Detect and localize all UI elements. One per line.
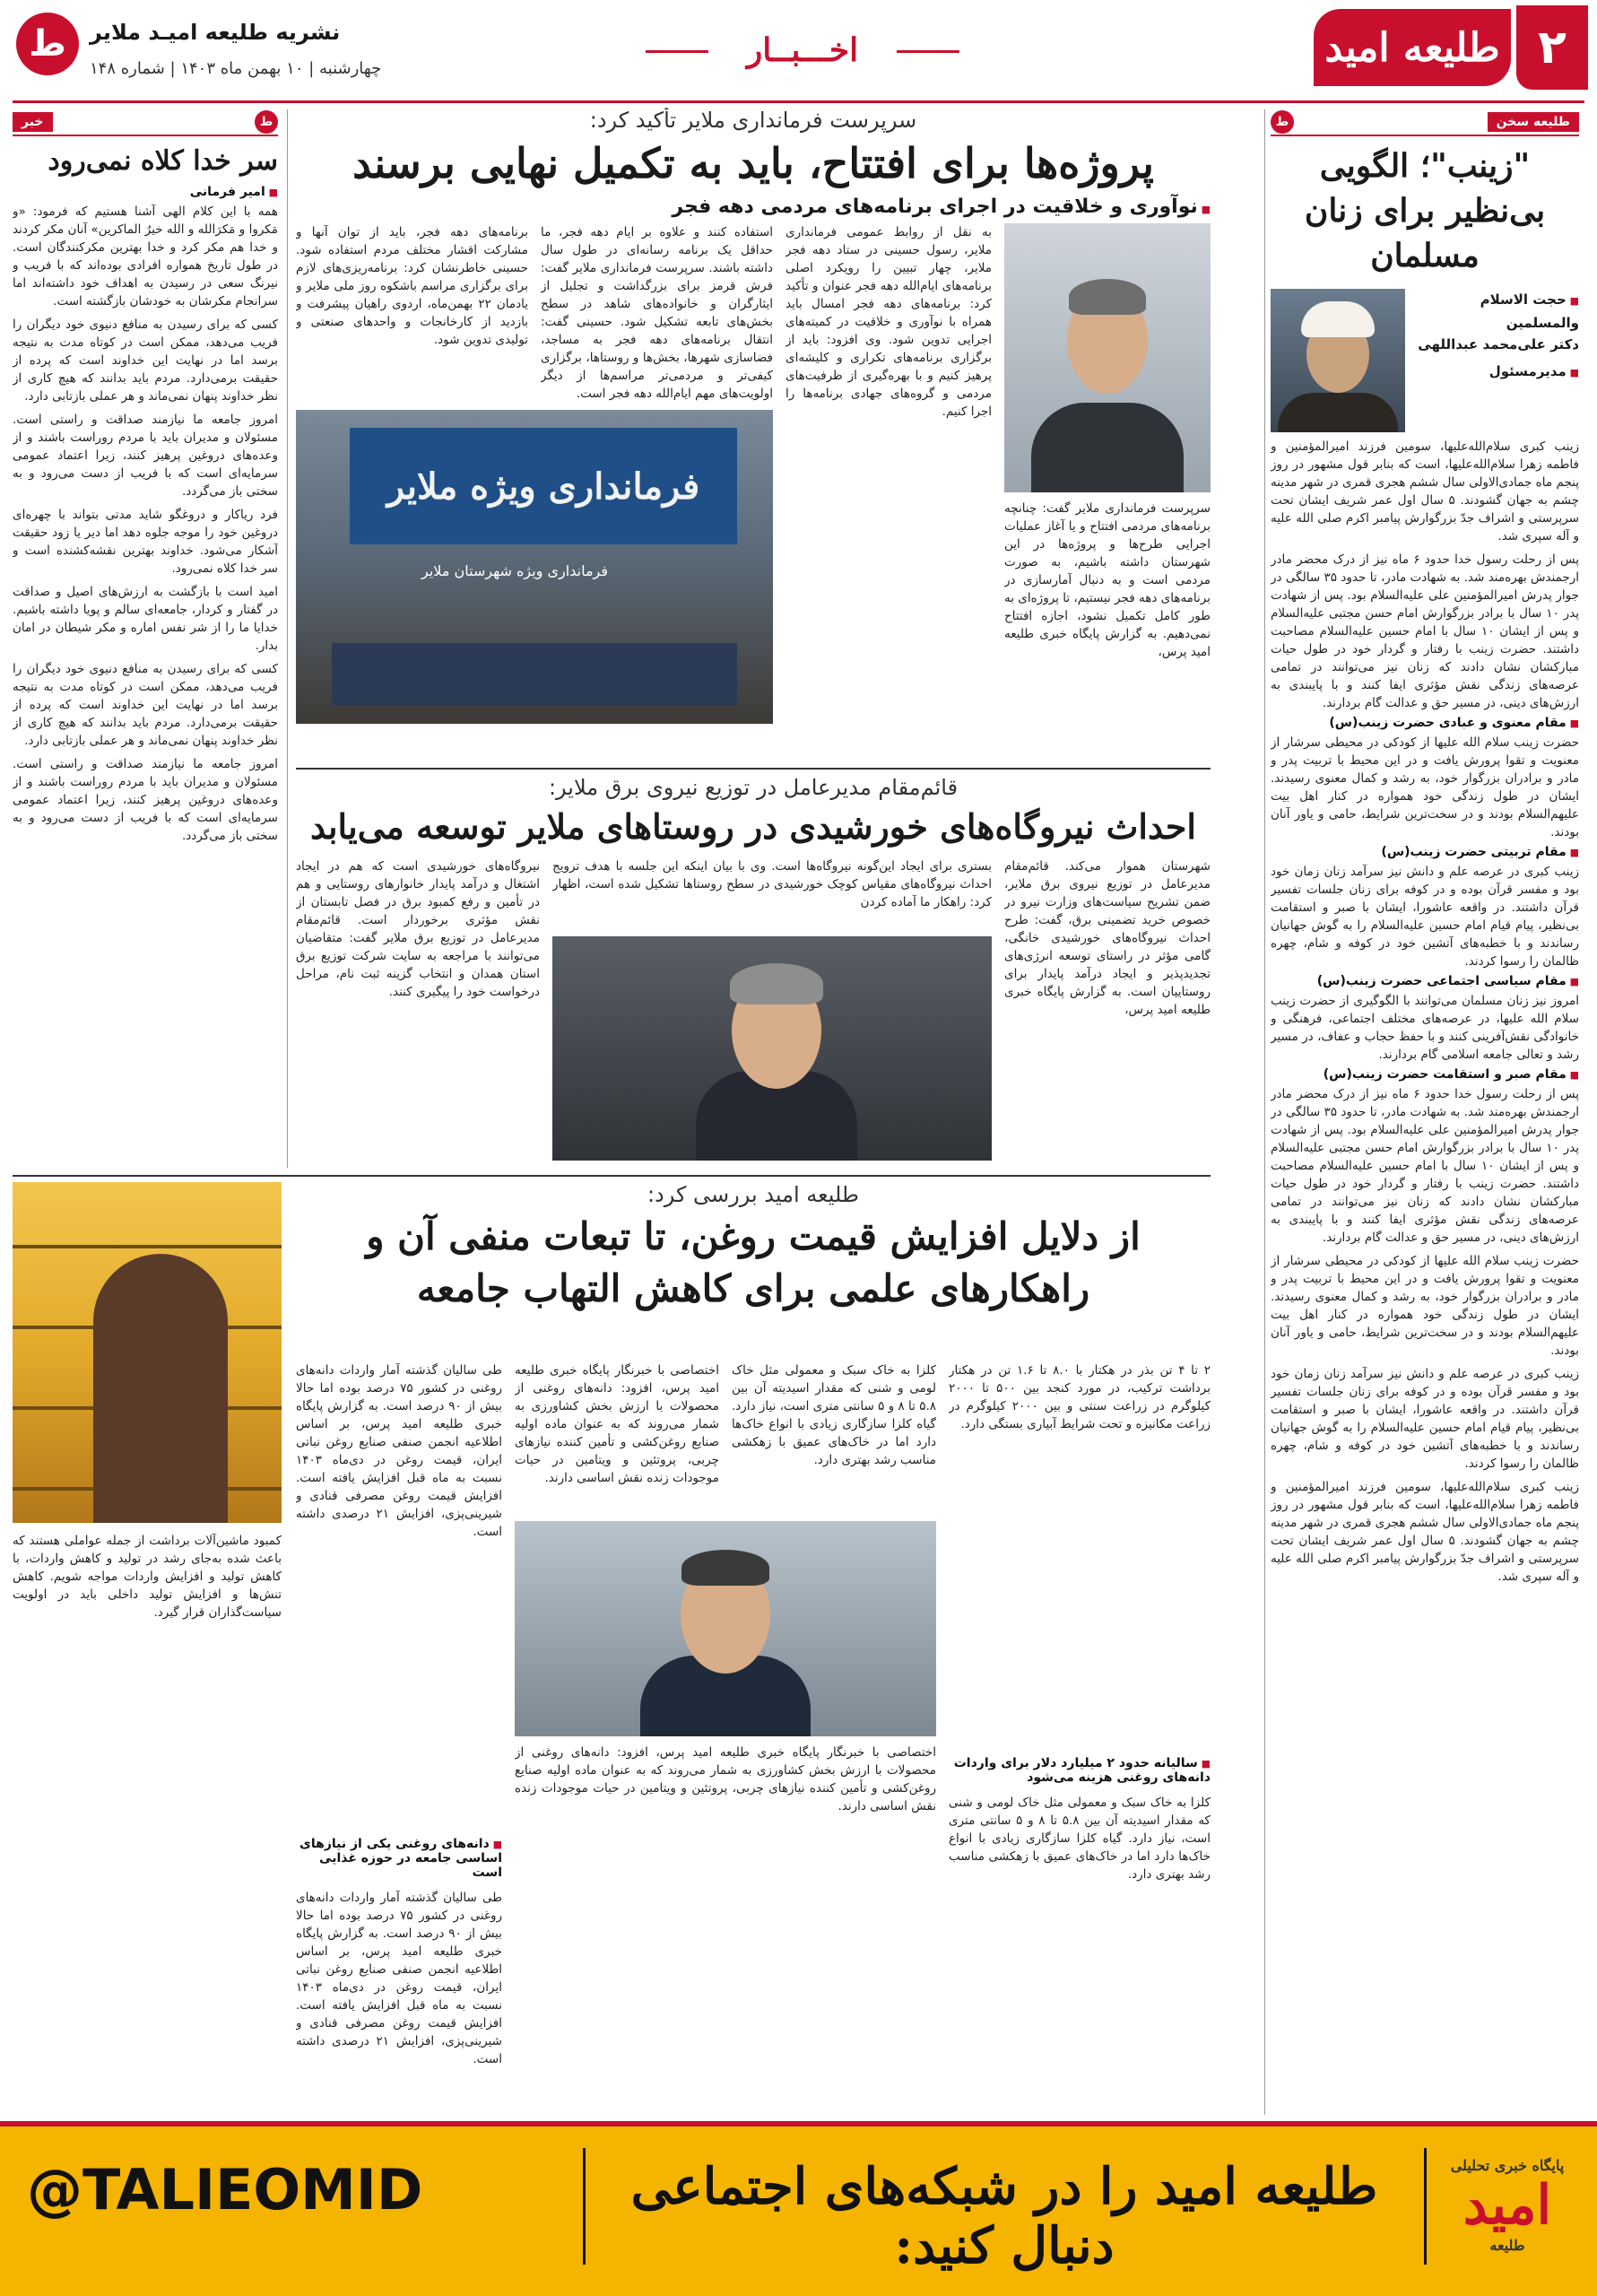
editorial-subhead: ■ مقام تربیتی حضرت زینب(س): [1271, 845, 1579, 859]
editorial-paragraph: پس از رحلت رسول خدا حدود ۶ ماه نیز از درک محضر مادر ارجمندش بهره‌مند شد. به شهادت مادر، تا حدود ۳۵ سالگی در جوار پدرش امیرالمؤمنین علی علیه‌السلام بود. پس از شهادت پدر ۱۰ سال با برادر بزرگوارش امام حسن مجتبی علیه‌السلام و پس از ایشان ۱۰ سال با امام حسین علیه‌السلام مصاحبت داشتند. حضرت زینب با رفتار و گردار خود در طول حیات مبارکشان نشان دادند که زنان نیز می‌توانند در تمامی عرصه‌های زندگی نقش مؤثری ایفا کنند و با پایبندی به ارزش‌های دینی، در مسیر حق و عدالت گام بردارند.: [1271, 552, 1579, 710]
footer-strip: [0, 2121, 1597, 2126]
article-governor: [296, 108, 1211, 762]
mini-logo-icon: ط: [1271, 110, 1294, 134]
author-block: [1271, 289, 1579, 432]
footer-divider: [583, 2148, 586, 2265]
shop-photo: [13, 1182, 282, 1523]
editorial-subhead: ■ مقام سیاسی اجتماعی حضرت زینب(س): [1271, 974, 1579, 988]
article-headline[interactable]: پروژه‌ها برای افتتاح، باید به تکمیل نهایی برسند: [352, 139, 1154, 187]
author-role: ■ حجت الاسلام والمسلمین: [1414, 289, 1579, 334]
news-column: [13, 109, 278, 1171]
article-paragraph: کمبود ماشین‌آلات برداشت از جمله عواملی هستند که باعث شده به‌جای رشد در تولید و کاهش واردات، با کاهش تولید و افزایش واردات مواجه شویم. کاهش تنش‌ها و افزایش تولید داخلی باید در اولویت سیاست‌گذاران قرار گیرد.: [13, 1534, 282, 1620]
author-info: [1414, 289, 1579, 432]
news-paragraph: امید است با بازگشت به ارزش‌های اصیل و صداقت در گفتار و کردار، جامعه‌ای سالم و پویا داشته باشیم. خدایا ما را از شر نفس اماره و مکر شیطان در امان بدار.: [13, 585, 278, 653]
editorial-paragraph: پس از رحلت رسول خدا حدود ۶ ماه نیز از درک محضر مادر ارجمندش بهره‌مند شد. به شهادت مادر، تا حدود ۳۵ سالگی در جوار پدرش امیرالمؤمنین علی علیه‌السلام بود. پس از شهادت پدر ۱۰ سال با برادر بزرگوارش امام حسن مجتبی علیه‌السلام و پس از ایشان ۱۰ سال با امام حسین علیه‌السلام مصاحبت داشتند. حضرت زینب با رفتار و گردار خود در طول حیات مبارکشان نشان دادند که زنان نیز می‌توانند در تمامی عرصه‌های زندگی نقش مؤثری ایفا کنند و با پایبندی به ارزش‌های دینی، در مسیر حق و عدالت گام بردارند.: [1271, 1087, 1579, 1245]
page-number: ۲: [1516, 5, 1588, 90]
column-divider: [1264, 109, 1265, 2115]
editorial-paragraph: زینب کبری در عرصه علم و دانش نیز سرآمد زنان زمان خود بود و مفسر قرآن بوده و در کوفه برای زنان جلسات تفسیر قرآن داشتند. در واقعه عاشورا، ایشان با صبر و استقامت بی‌نظیر، پیام قیام امام حسین علیه‌السلام را به گوش جهانیان رساندند و با خطبه‌های آتشین خود در کوفه و شام، چهره ظالمان را رسوا کردند.: [1271, 1367, 1579, 1471]
footer-cta-text: طلیعه امید را در شبکه‌های اجتماعی دنبال کنید:: [630, 2157, 1378, 2275]
editorial-paragraph: امروز نیز زنان مسلمان می‌توانند با الگوگیری از حضرت زینب سلام الله علیها، در عرصه‌های مختلف اجتماعی، فرهنگی و خانوادگی نقش‌آفرینی کنند و با حفظ حجاب و عفاف، در مسیر رشد و تعالی جامعه اسلامی گام بردارند.: [1271, 994, 1579, 1062]
article-paragraph: سرپرست فرمانداری ملایر گفت: چنانچه برنامه‌های مردمی افتتاح و یا آغاز عملیات اجرایی طرح‌ها و پروژه‌ها در این شهرستان داشته باشیم، به صورت مردمی است و به دنبال آمارسازی در برنامه‌های دهه فجر نیستیم، تا پروژه‌ای به طور کامل تکمیل نشود، اجازه افتتاح نمی‌دهیم. به گزارش پایگاه خبری طلیعه امید پرس،: [1004, 501, 1211, 659]
meeting-banner-subtext: فرمانداری ویژه شهرستان ملایر: [421, 562, 608, 579]
article-solar: [296, 775, 1211, 1170]
article-headline[interactable]: احداث نیروگاه‌های خورشیدی در روستاهای ملایر توسعه می‌یابد: [310, 806, 1196, 847]
masthead-rule: [13, 100, 1584, 103]
article-oil: [13, 1182, 1211, 2117]
article-paragraph: کلزا به خاک سبک و معمولی مثل خاک لومی و شنی که مقدار اسیدیته آن بین ۵.۸ تا ۸ و ۵ سانتی متری است، نیاز دارد. گیاه کلزا سازگاری زیادی با انواع خاک‌ها دارد اما در خاک‌های عمیق با زهکشی مناسب رشد بهتری دارد.: [732, 1363, 936, 1467]
editorial-paragraph: زینب کبری سلام‌الله‌علیها، سومین فرزند امیرالمؤمنین و فاطمه زهرا سلام‌الله‌علیها، است که بنابر قول مشهور در روز پنجم ماه جمادی‌الاولی سال ششم هجری قمری در شهر مدینه چشم به جهان گشودند. ۵ سال اول عمر شریف ایشان تحت سرپرستی و اشراف جدّ بزرگوارش پیامبر اکرم صلی الله علیه و آله سپری شد.: [1271, 439, 1579, 544]
publication-name: نشریه طلیعه امیـد ملایر: [90, 20, 341, 45]
editorial-badge: طلیعه سخن: [1488, 112, 1579, 132]
article-paragraph: طی سالیان گذشته آمار واردات دانه‌های روغنی در کشور ۷۵ درصد بوده اما حالا بیش از ۹۰ درصد است. به گزارش پایگاه خبری طلیعه امید پرس، بر اساس اطلاعیه انجمن صنفی صنایع روغن نباتی ایران، قیمت روغن در دی‌ماه ۱۴۰۳ نسبت به ماه قبل افزایش یافته است. افزایش قیمت روغن مصرفی قنادی و شیرینی‌پزی، افزایش ۲۱ درصدی داشته است.: [296, 1363, 502, 1539]
article-subhead: ■ سالیانه حدود ۲ میلیارد دلار برای واردات دانه‌های روغنی هزینه می‌شود: [949, 1756, 1211, 1785]
editorial-subhead: ■ مقام صبر و استقامت حضرت زینب(س): [1271, 1067, 1579, 1082]
mini-logo-icon: ط: [255, 110, 278, 134]
editorial-paragraph: زینب کبری سلام‌الله‌علیها، سومین فرزند امیرالمؤمنین و فاطمه زهرا سلام‌الله‌علیها، است که بنابر قول مشهور در روز پنجم ماه جمادی‌الاولی سال ششم هجری قمری در شهر مدینه چشم به جهان گشودند. ۵ سال اول عمر شریف ایشان تحت سرپرستی و اشراف جدّ بزرگوارش پیامبر اکرم صلی الله علیه و آله سپری شد.: [1271, 1480, 1579, 1584]
section-divider: [13, 1175, 1211, 1177]
section-title: اخـــبــار: [664, 25, 942, 75]
footer-logo[interactable]: [1445, 2143, 1570, 2268]
editorial-subhead: ■ مقام معنوی و عبادی حضرت زینب(س): [1271, 716, 1579, 730]
news-paragraph: همه با این کلام الهی آشنا هستیم که فرمود: «و مَکروا و مَکرَالله و الله خیرُ الماکرین» آنان مکر کردند و خدا هم مکر کرد و خدا بهترین مکرکنندگان است. در طول تاریخ همواره افرادی بوده‌اند که با فریب و نیرنگ سعی در رسیدن به اهداف خود داشته‌اند اما سرانجام مکرشان به خودشان بازگشته است.: [13, 204, 278, 309]
footer-logo-small: طلیعه: [1489, 2237, 1525, 2254]
author-name: دکتر علی‌محمد عبداللهی: [1418, 336, 1579, 352]
editorial-title[interactable]: "زینب"؛ الگویی بی‌نظیر برای زنان مسلمان: [1304, 147, 1546, 274]
article-paragraph: بستری برای ایجاد این‌گونه نیروگاه‌ها است. وی با بیان اینکه این جلسه با هدف ترویج احداث نیروگاه‌های مقیاس کوچک خورشیدی در سطح روستاها تشکیل شده است، اظهار کرد: راهکار ما آماده کردن: [552, 859, 992, 909]
author-photo: [1271, 289, 1405, 432]
governor-photo: [1004, 223, 1211, 492]
article-paragraph: ۲ تا ۴ تن بذر در هکتار با ۸.۰ تا ۱.۶ تن در هکتار برداشت ترکیب، در مورد کنجد بین ۵۰۰ تا ۲۰۰۰ کیلوگرم در زراعت سنتی و بین ۲۰۰۰ کیلوگرم در زراعت مکانیزه و تحت شرایط آبیاری بستگی دارد.: [949, 1363, 1211, 1431]
brand-logo[interactable]: طلیعه امید: [1314, 9, 1511, 86]
publication-date-line: چهارشنبه | ۱۰ بهمن ماه ۱۴۰۳ | شماره ۱۴۸: [90, 59, 382, 78]
article-paragraph: استفاده کنند و علاوه بر ایام دهه فجر، ما حداقل یک برنامه رسانه‌ای در طول سال داشته باشند. سرپرست فرمانداری ملایر گفت: فرش قرمز برای بزرگداشت و تجلیل از ایثارگران و خانواده‌های شاهد در سطح بخش‌های تابعه تشکیل شود. حسینی گفت: انتقال برنامه‌های دهه فجر به مساجد، فضاسازی شهرها، بخش‌ها و روستاها، برگزاری کیفی‌تر و مردمی‌تر مراسم‌ها از دیگر اولویت‌های مهم ایام‌الله دهه فجر است.: [541, 225, 773, 401]
article-paragraph: کلزا به خاک سبک و معمولی مثل خاک لومی و شنی که مقدار اسیدیته آن بین ۵.۸ تا ۸ و ۵ سانتی متری است، نیاز دارد. گیاه کلزا سازگاری زیادی با انواع خاک‌ها دارد اما در خاک‌های عمیق با زهکشی مناسب رشد بهتری دارد.: [949, 1796, 1211, 1882]
article-paragraph: برنامه‌های دهه فجر، باید از توان آنها و مشارکت اقشار مختلف مردم استفاده شود. حسینی خاطرنشان کرد: برنامه‌ریزی‌های لازم برای برگزاری مراسم باشکوه روز ملی ملایر و یادمان ۲۲ بهمن‌ماه، اردوی راهیان پیشرفت و بازدید از کارخانجات و واحدهای صنعتی و تولیدی تدوین شود.: [296, 225, 528, 347]
editorial-paragraph: حضرت زینب سلام الله علیها از کودکی در محیطی سرشار از معنویت و تقوا پرورش یافت و در این محیط با تربیت پدر و مادر و برادران بزرگوار خود، به رشد و کمال معنوی رسیدند. ایشان در طول زندگی خود همواره در کنار اهل بیت علیهم‌السلام بودند و در سخت‌ترین شرایط، حامی و یاور آنان بودند.: [1271, 735, 1579, 839]
social-footer-ad: [0, 2121, 1597, 2296]
news-paragraph: امروز جامعه ما نیازمند صداقت و راستی است. مسئولان و مدیران باید با مردم روراست باشند و از وعده‌های دروغین پرهیز کنند، زیرا اعتماد عمومی سرمایه‌ای است که با فریب از دست می‌رود و به سختی باز می‌گردد.: [13, 413, 278, 499]
article-paragraph: شهرستان هموار می‌کند. قائم‌مقام مدیرعامل در توزیع نیروی برق ملایر، ضمن تشریح سیاست‌های وزارت نیرو در خصوص خرید تضمینی برق، گفت: طرح احداث نیروگاه‌های خورشیدی خانگی، گامی مؤثر در راستای توسعه انرژی‌های تجدیدپذیر و ایجاد درآمد پایدار برای روستاییان است. به گزارش پایگاه خبری طلیعه امید پرس،: [1004, 859, 1211, 1017]
article-body: [296, 223, 1211, 726]
footer-logo-big: امید: [1462, 2174, 1552, 2237]
article-paragraph: طی سالیان گذشته آمار واردات دانه‌های روغنی در کشور ۷۵ درصد بوده اما حالا بیش از ۹۰ درصد است. به گزارش پایگاه خبری طلیعه امید پرس، بر اساس اطلاعیه انجمن صنفی صنایع روغن نباتی ایران، قیمت روغن در دی‌ماه ۱۴۰۳ نسبت به ماه قبل افزایش یافته است. افزایش قیمت روغن مصرفی قنادی و شیرینی‌پزی، افزایش ۲۱ درصدی داشته است.: [296, 1891, 502, 2066]
article-paragraph: نیروگاه‌های خورشیدی است که هم در ایجاد اشتغال و درآمد پایدار خانوارهای روستایی و هم در تأمین و رفع کمبود برق در فصل تابستان از نقش مؤثری برخوردار است. قائم‌مقام مدیرعامل در توزیع برق ملایر گفت: متقاضیان می‌توانند با مراجعه به سایت شرکت توزیع برق استان همدان و انتخاب گزینه ثبت نام، مراحل درخواست خود را پیگیری کنند.: [296, 859, 540, 999]
publication-logo-icon[interactable]: ط: [16, 13, 79, 75]
author-position: ■ مدیرمسئول: [1414, 361, 1579, 384]
official-photo: [552, 936, 992, 1161]
news-author: ■ امیر فرمانی: [13, 185, 278, 199]
article-paragraph: به نقل از روابط عمومی فرمانداری ملایر، رسول حسینی در ستاد دهه فجر ملایر، چهار تبیین را رویکرد اصلی برنامه‌های ایام‌الله دهه فجر عنوان و تأکید کرد: برنامه‌های دهه فجر امسال باید همراه با نوآوری و خلاقیت در کمیته‌های اجرایی تدوین شود. وی افزود: باید از برگزاری برنامه‌های تکراری و کلیشه‌ای پرهیز کنیم و با بهره‌گیری از ظرفیت‌های مردمی و گروه‌های جهادی برنامه‌ها را اجرا کنیم.: [785, 225, 992, 419]
article-col-left: [296, 223, 773, 726]
section-divider: [296, 768, 1211, 770]
news-badge: خبر: [13, 112, 53, 132]
footer-divider: [1424, 2148, 1427, 2265]
article-paragraph: اختصاصی با خبرنگار پایگاه خبری طلیعه امید پرس، افزود: دانه‌های روغنی از محصولات با ارزش بخش کشاورزی به شمار می‌روند که به عنوان ماده اولیه صنایع روغن‌کشی و تأمین کننده نیازهای چربی، پروتئین و ویتامین در حیات موجودات زنده نقش اساسی دارند.: [515, 1363, 719, 1485]
article-paragraph: اختصاصی با خبرنگار پایگاه خبری طلیعه امید پرس، افزود: دانه‌های روغنی از محصولات با ارزش بخش کشاورزی به شمار می‌روند که به عنوان ماده اولیه صنایع روغن‌کشی و تأمین کننده نیازهای چربی، پروتئین و ویتامین در حیات موجودات زنده نقش اساسی دارند.: [515, 1745, 936, 1813]
article-body: [296, 857, 1211, 1162]
article-kicker: سرپرست فرمانداری ملایر تأکید کرد:: [589, 108, 917, 133]
masthead: [0, 0, 1597, 106]
article-subhead: ■ دانه‌های روغنی یکی از نیازهای اساسی جامعه در حوزه غذایی است: [296, 1837, 502, 1880]
meeting-banner-text: فرمانداری ویژه ملایر: [350, 428, 737, 544]
article-col-right: [1004, 223, 1211, 726]
news-paragraph: امروز جامعه ما نیازمند صداقت و راستی است. مسئولان و مدیران باید با مردم روراست باشند و از وعده‌های دروغین پرهیز کنند، زیرا اعتماد عمومی سرمایه‌ای است که با فریب از دست می‌رود و به سختی باز می‌گردد.: [13, 757, 278, 843]
expert-photo: [515, 1521, 936, 1736]
meeting-photo: [296, 410, 773, 724]
column-divider: [287, 109, 288, 1168]
social-handle-link[interactable]: @TALIEOMID: [27, 2157, 423, 2222]
editorial-paragraph: زینب کبری در عرصه علم و دانش نیز سرآمد زنان زمان خود بود و مفسر قرآن بوده و در کوفه برای زنان جلسات تفسیر قرآن داشتند. در واقعه عاشورا، ایشان با صبر و استقامت بی‌نظیر، پیام قیام امام حسین علیه‌السلام را به گوش جهانیان رساندند و با خطبه‌های آتشین خود در کوفه و شام، چهره ظالمان را رسوا کردند.: [1271, 865, 1579, 969]
news-title[interactable]: سر خدا کلاه نمی‌رود: [48, 145, 278, 177]
news-paragraph: کسی که برای رسیدن به منافع دنیوی خود دیگران را فریب می‌دهد، ممکن است در کوتاه مدت به نتیجه برسد اما در نهایت این خداوند است که پرده از حقیقت برمی‌دارد. مردم باید بدانند که هیچ کاری از نظر خداوند پنهان نمی‌ماند و هر عملی بازتابی دارد.: [13, 317, 278, 404]
article-kicker: طلیعه امید بررسی کرد:: [647, 1182, 860, 1207]
news-paragraph: فرد ریاکار و دروغگو شاید مدتی بتواند با چهره‌ای دروغین خود را موجه جلوه دهد اما دیر یا زود حقیقت آشکار می‌شود. خداوند بهترین نقشه‌کشنده است و سر خدا کلاه نمی‌رود.: [13, 508, 278, 576]
news-header: [13, 109, 278, 136]
editorial-column: [1271, 109, 1584, 2117]
article-headline[interactable]: از دلایل افزایش قیمت روغن، تا تبعات منفی آن و راهکارهای علمی برای کاهش التهاب جامعه: [366, 1214, 1141, 1310]
article-lede: ■ نوآوری و خلاقیت در اجرای برنامه‌های مردمی دهه فجر: [296, 196, 1211, 218]
article-body: [296, 1361, 1211, 2115]
editorial-header: [1271, 109, 1579, 136]
footer-logo-tag: پایگاه خبری تحلیلی: [1450, 2157, 1565, 2174]
article-kicker: قائم‌مقام مدیرعامل در توزیع نیروی برق ملایر:: [548, 775, 959, 800]
editorial-paragraph: حضرت زینب سلام الله علیها از کودکی در محیطی سرشار از معنویت و تقوا پرورش یافت و در این محیط با تربیت پدر و مادر و برادران بزرگوار خود، به رشد و کمال معنوی رسیدند. ایشان در طول زندگی خود همواره در کنار اهل بیت علیهم‌السلام بودند و در سخت‌ترین شرایط، حامی و یاور آنان بودند.: [1271, 1254, 1579, 1358]
news-paragraph: کسی که برای رسیدن به منافع دنیوی خود دیگران را فریب می‌دهد، ممکن است در کوتاه مدت به نتیجه برسد اما در نهایت این خداوند است که پرده از حقیقت برمی‌دارد. مردم باید بدانند که هیچ کاری از نظر خداوند پنهان نمی‌ماند و هر عملی بازتابی دارد.: [13, 662, 278, 748]
